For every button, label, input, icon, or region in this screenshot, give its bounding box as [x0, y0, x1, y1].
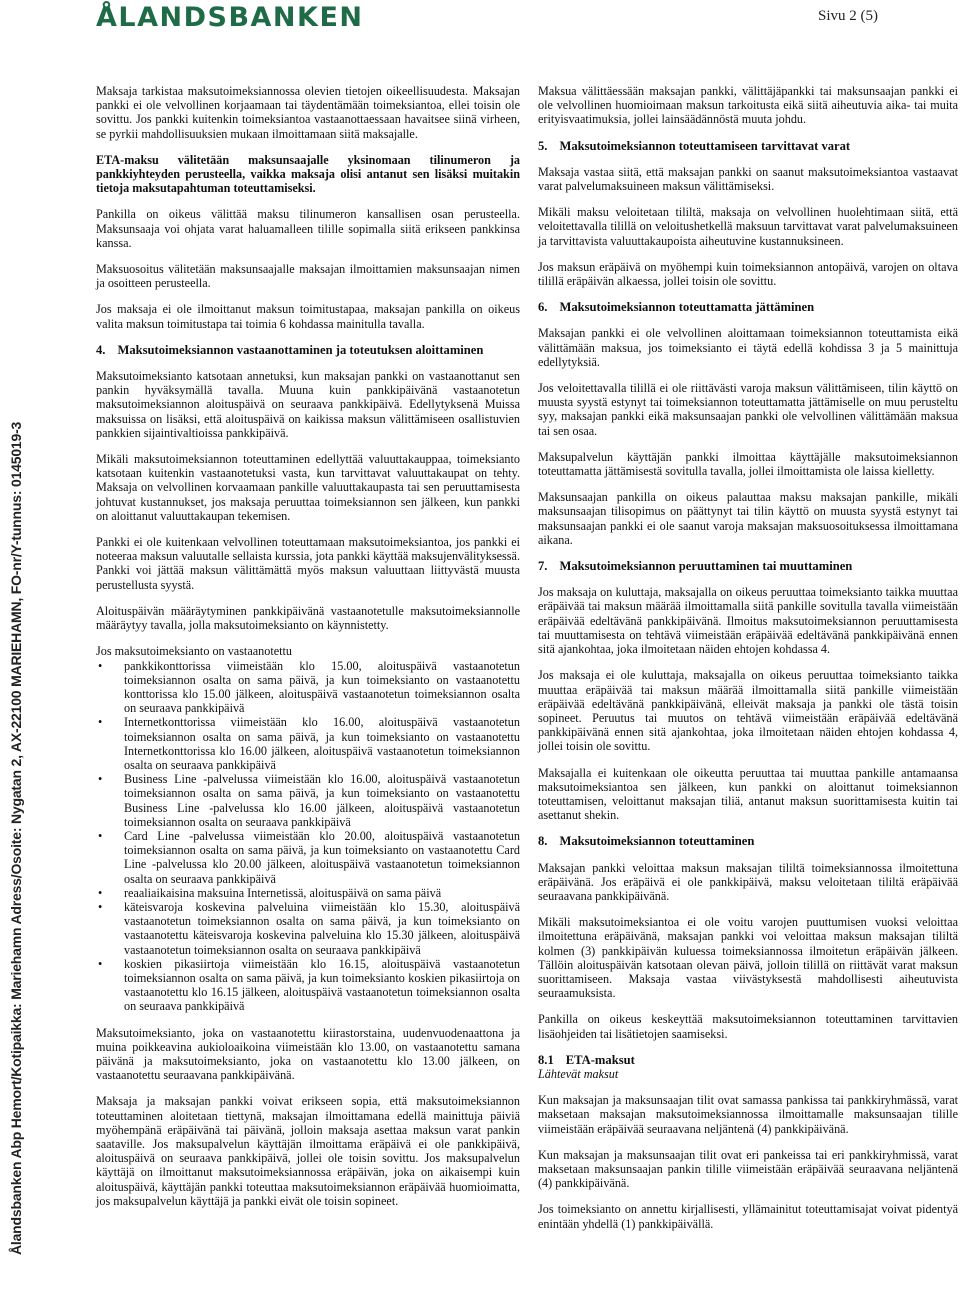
- list-item: • pankkikonttorissa viimeistään klo 15.00, aloituspäivä vastaanotetun toimeksiannon osalta on sama päivä, ja kun toimeksianto on vastaanotettu konttorissa klo 15.00 jälkeen, aloituspäivä vastaanotetun toimeksiannon osalta on seuraava pankkipäivä: [124, 659, 520, 716]
- bullet-list: [96, 659, 520, 1014]
- section-number: 5.: [538, 138, 548, 153]
- paragraph: Jos maksun eräpäivä on myöhempi kuin toimeksiannon antopäivä, varojen on oltava tilillä eräpäivän alkaessa, jollei toisin ole sovittu.: [538, 259, 958, 289]
- list-item: • Business Line -palvelussa viimeistään klo 16.00, aloituspäivä vastaanotetun toimeksiannon osalta on sama päivä, ja kun toimeksianto on vastaanotettu Business Line -palvelussa klo 16.00 jälkeen, aloituspäivä vastaanotetun toimeksiannon osalta on seuraava pankkipäivä: [124, 772, 520, 829]
- paragraph: Pankilla on oikeus keskeyttää maksutoimeksiannon toteuttaminen tarvittavien lisäohjeiden tai lisätietojen saamiseksi.: [538, 1012, 958, 1041]
- paragraph: Maksua välittäessään maksajan pankki, välittäjäpankki tai maksunsaajan pankki ei ole velvollinen huomioimaan maksun tarkoitusta eikä siitä aiheutuvia aika- tai muita erityisvaatimuksia, jollei lainsäädännöstä muuta johdu.: [538, 84, 958, 127]
- paragraph: Maksuosoitus välitetään maksunsaajalle maksajan ilmoittamien maksunsaajan nimen ja osoitteen perusteella.: [96, 262, 520, 291]
- left-column: [96, 84, 520, 1220]
- paragraph: Aloituspäivän määräytyminen pankkipäivänä vastaanotetulle maksutoimeksiannolle määräytyy tavalla, jolla maksutoimeksianto on käynnistetty.: [96, 603, 520, 633]
- paragraph-bold: ETA-maksu välitetään maksunsaajalle yksinomaan tilinumeron ja pankkiyhteyden perusteella, vaikka maksaja olisi antanut sen lisäksi muitakin tietoja maksutapahtuman toteuttamiseksi.: [96, 152, 520, 196]
- section-title: Maksutoimeksiannon toteuttamiseen tarvittavat varat: [559, 138, 851, 153]
- paragraph: Maksunsaajan pankilla on oikeus palauttaa maksu maksajan pankille, mikäli maksunsaajan tilisopimus on päättynyt tai tilin käyttö on muusta syystä estynyt tai maksunsaajan pankki ei ole saanut varoja maksajan maksuosoituksessa ilmoittamana aikana.: [538, 490, 958, 547]
- section-heading-8-1: [538, 1053, 958, 1067]
- paragraph: Maksajan pankki veloittaa maksun maksajan tililtä toimeksiannossa ilmoitettuna eräpäivänä. Jos eräpäivä ei ole pankkipäivä, maksu veloitetaan tililtä eräpäivää seuraavana pankkipäivänä.: [538, 860, 958, 903]
- paragraph: Maksaja ja maksajan pankki voivat erikseen sopia, että maksutoimeksiannon toteuttaminen aloitetaan tiettynä, maksajan ilmoittamana edellä mainittuja päiviä myöhempänä eräpäivänä tai päivänä, jolloin maksaja asettaa maksun varat pankin saataville. Jos maksupalvelun käyttäjän ilmoittama eräpäivä ei ole pankkipäivä, aloituspäivä on seuraava pankkipäivä, jollei ole toisin sovittu. Jos maksupalvelun käyttäjä on ilmoittanut maksutoimeksiannossa eräpäivän, joka on aikaisempi kuin aloituspäivä, käyttäjän pankki toteuttaa maksutoimeksiannon eräpäivää huomioimatta, jos maksupalvelun käyttäjä ja pankki eivät ole toisin sopineet.: [96, 1094, 520, 1208]
- section-number: 6.: [538, 300, 548, 315]
- bank-logo: ÅLANDSBANKEN: [96, 2, 364, 33]
- list-item: • Card Line -palvelussa viimeistään klo 20.00, aloituspäivä vastaanotetun toimeksiannon osalta on sama päivä, ja kun toimeksianto on vastaanotettu Card Line -palvelussa klo 20.00 jälkeen, aloituspäivä vastaanotetun toimeksiannon osalta on seuraava pankkipäivä: [124, 829, 520, 886]
- section-title: Maksutoimeksiannon toteuttamatta jättäminen: [559, 300, 815, 315]
- paragraph: Jos maksaja on kuluttaja, maksajalla on oikeus peruuttaa toimeksianto taikka muuttaa eräpäivää tai maksun määrää ilmoittamalla siitä pankille sovitulla tavalla viimeistään eräpäivää edeltävänä pankkipäivänä. Ilmoitus maksutoimeksiannon peruuttamisesta tai muuttamisesta on tehtävä viimeistään eräpäivää edeltävänä pankkipäivänä ennen sitä ajankohtaa, joka ilmoitetaan näiden ehtojen kohdassa 4.: [538, 585, 958, 657]
- section-number: 4.: [96, 342, 106, 357]
- list-intro: Jos maksutoimeksianto on vastaanotettu: [96, 644, 292, 659]
- paragraph: Maksajan pankki ei ole velvollinen aloittamaan toimeksiannon toteuttamista eikä välittämään maksua, jos toimeksianto ei täytä edellä kohdissa 3 ja 5 mainittuja edellytyksiä.: [538, 326, 958, 369]
- paragraph: Mikäli maksu veloitetaan tililtä, maksaja on velvollinen huolehtimaan siitä, että veloitettavalla tilillä on veloitushetkellä maksuun tarvittavat varat palvelumaksuineen ja tarvittavista valuuttakaupoista aiheutuvine kustannuksineen.: [538, 205, 958, 248]
- paragraph: Kun maksajan ja maksunsaajan tilit ovat samassa pankissa tai pankkiryhmässä, varat maksetaan maksajan maksutoimeksiannossa ilmoittamalle maksunsaajan tilille viimeistään eräpäivää seuraavana neljäntenä (4) pankkipäivänä.: [538, 1093, 958, 1136]
- list-item: • reaaliaikaisina maksuina Internetissä, aloituspäivä on sama päivä: [124, 886, 520, 900]
- paragraph: Jos maksaja ei ole ilmoittanut maksun toimitustapaa, maksajan pankilla on oikeus valita maksun toimitustapa tai toimia 6 kohdassa mainitulla tavalla.: [96, 302, 520, 331]
- section-title: Maksutoimeksiannon peruuttaminen tai muuttaminen: [559, 559, 853, 574]
- section-title: Maksutoimeksiannon toteuttaminen: [559, 834, 755, 849]
- section-title: Maksutoimeksiannon vastaanottaminen ja toteutuksen aloittaminen: [117, 342, 484, 357]
- paragraph: Mikäli maksutoimeksiantoa ei ole voitu varojen puuttumisen vuoksi veloittaa ilmoitettuna eräpäivänä, maksajan pankki voi veloittaa maksun maksajan tililtä kolmen (3) pankkipäivän kuluessa toimeksiannossa ilmoitetun eräpäivän jälkeen. Tällöin aloituspäivän katsotaan olevan päivä, jolloin tilillä on riittävät varat maksun suorittamiseen. Maksaja vastaa viivästyksestä mahdollisesti aiheutuvista seuraamuksista.: [538, 915, 958, 1001]
- paragraph: Jos toimeksianto on annettu kirjallisesti, yllämainitut toteuttamisajat voivat pidentyä enintään yhdellä (1) pankkipäivällä.: [538, 1202, 958, 1231]
- paragraph: Maksutoimeksianto, joka on vastaanotettu kiirastorstaina, uudenvuodenaattona ja muina poikkeavina aukioloaikoina viimeistään klo 13.00, on vastaanotettu samana päivänä ja maksutoimeksianto, joka on vastaanotettu klo 13.00 jälkeen, on vastaanotettu seuraavana pankkipäivänä.: [96, 1025, 520, 1083]
- section-number: 7.: [538, 559, 548, 574]
- paragraph: Mikäli maksutoimeksiannon toteuttaminen edellyttää valuuttakauppaa, toimeksianto katsotaan kuitenkin vastaanotetuksi vasta, kun tarvittavat valuuttakaupat on tehty. Maksaja on velvollinen korvaamaan pankille valuuttakaupasta tai sen peruuttamisesta johtuvat kustannukset, jos maksaja peruuttaa toimeksiannon sen jälkeen, kun pankki on aloittanut valuuttakaupan tekemisen.: [96, 452, 520, 523]
- section-heading-5: [538, 139, 958, 153]
- subsection-subtitle: Lähtevät maksut: [538, 1066, 619, 1081]
- paragraph: Kun maksajan ja maksunsaajan tilit ovat eri pankeissa tai eri pankkiryhmissä, varat maksetaan maksunsaajan pankin tilille viimeistään eräpäivää seuraavana neljäntenä (4) pankkipäivänä.: [538, 1147, 958, 1191]
- paragraph: Pankki ei ole kuitenkaan velvollinen toteuttamaan maksutoimeksiantoa, jos pankki ei noteeraa maksun valuutalle sellaista kurssia, jota pankki käyttää maksujenvälityksessä. Pankki voi jättää maksun välittämättä myös maksun valuuttaan liittyvästä muusta perustellusta syystä.: [96, 535, 520, 592]
- list-item: • Internetkonttorissa viimeistään klo 16.00, aloituspäivä vastaanotetun toimeksiannon osalta on sama päivä, ja kun toimeksianto on vastaanotettu Internetkonttorissa klo 16.00 jälkeen, aloituspäivä vastaanotetun toimeksiannon osalta on seuraava pankkipäivä: [124, 715, 520, 772]
- section-heading-8: [538, 834, 958, 848]
- page-number: Sivu 2 (5): [818, 8, 878, 24]
- company-info-vertical: Ålandsbanken Abp Hemort/Kotipaikka: Mariehamn Adress/Osoite: Nygatan 2, AX-22100 MARIEHAMN, FO-nr/Y-tunnus: 0145019-3: [8, 421, 24, 1255]
- paragraph: Maksaja vastaa siitä, että maksajan pankki on saanut maksutoimeksiantoa vastaavat varat palvelumaksuineen maksun välittämiseksi.: [538, 164, 958, 194]
- section-heading-6: [538, 300, 958, 314]
- list-item: • käteisvaroja koskevina palveluina viimeistään klo 15.30, aloituspäivä vastaanotetun toimeksiannon osalta on sama päivä, ja kun toimeksianto on vastaanotettu käteisvaroja koskevina palveluina klo 15.30 jälkeen, aloituspäivä vastaanotetun toimeksiannon osalta on seuraava pankkipäivä: [124, 900, 520, 957]
- paragraph: Jos veloitettavalla tilillä ei ole riittävästi varoja maksun välittämiseen, tilin käyttö on muusta syystä estynyt tai toimeksiannon toteuttamatta jättämiselle on muu perusteltu syy, maksajan pankki eikä maksunsaajan pankki ole velvollinen välittämään maksua tai sen osaa.: [538, 381, 958, 438]
- paragraph: Jos maksaja ei ole kuluttaja, maksajalla on oikeus peruuttaa toimeksianto taikka muuttaa eräpäivää tai maksun määrää ilmoittamalla siitä pankille viimeistään eräpäivää edeltävänä pankkipäivänä, elleivät maksaja ja pankki ole tästä toisin sopineet. Peruutus tai muutos on tehtävä viimeistään eräpäivää edeltävänä pankkipäivänä ennen sitä ajankohtaa, joka ilmoitetaan näiden ehtojen kohdassa 4, jollei toisin ole sovittu.: [538, 668, 958, 754]
- list-item: • koskien pikasiirtoja viimeistään klo 16.15, aloituspäivä vastaanotetun toimeksiannon osalta on sama päivä, ja kun toimeksianto koskien pikasiirtoja on vastaanotettu klo 16.15 jälkeen, aloituspäivä vastaanotetun toimeksiannon osalta on seuraava pankkipäivä: [124, 957, 520, 1014]
- paragraph: Maksaja tarkistaa maksutoimeksiannossa olevien tietojen oikeellisuudesta. Maksajan pankki ei ole velvollinen korjaamaan tai täydentämään toimeksiantoa, ellei toisin ole sovittu. Jos pankki kuitenkin toimeksiantoa vastaanottaessaan havaitsee siinä virheen, se pyrkii mahdollisuuksien mukaan ilmoittamaan siitä maksajalle.: [96, 84, 520, 141]
- section-heading-7: [538, 559, 958, 573]
- right-column: [538, 84, 958, 1243]
- section-heading-4: [96, 343, 520, 357]
- section-number: 8.1: [538, 1052, 554, 1067]
- paragraph: Maksupalvelun käyttäjän pankki ilmoittaa käyttäjälle maksutoimeksiannon toteuttamatta jättämisestä sovitulla tavalla, jollei ilmoittamista ole laissa kielletty.: [538, 449, 958, 479]
- paragraph: Maksutoimeksianto katsotaan annetuksi, kun maksajan pankki on vastaanottanut sen pankin hyväksymällä tavalla. Muuna kuin pankkipäivänä vastaanotetun maksutoimeksiannon aloituspäivä on seuraava pankkipäivä. Edellytyksenä Muissa maksuissa on lisäksi, että aloituspäivä on kaikissa maksun välittämiseen osallistuvien pankkien sijaintivaltioissa pankkipäivä.: [96, 369, 520, 440]
- paragraph: Maksajalla ei kuitenkaan ole oikeutta peruuttaa tai muuttaa pankille antamaansa maksutoimeksiantoa sen jälkeen, kun pankki on aloittanut toimeksiannon toteuttamisen, veloittanut maksajan tiliä, antanut maksun suorittamisesta kuitin tai asettanut shekin.: [538, 765, 958, 823]
- paragraph: Pankilla on oikeus välittää maksu tilinumeron kansallisen osan perusteella. Maksunsaaja voi ohjata varat haluamalleen tilille sopimalla siitä erikseen pankkinsa kanssa.: [96, 207, 520, 250]
- section-title: ETA-maksut: [565, 1052, 635, 1067]
- section-number: 8.: [538, 834, 548, 849]
